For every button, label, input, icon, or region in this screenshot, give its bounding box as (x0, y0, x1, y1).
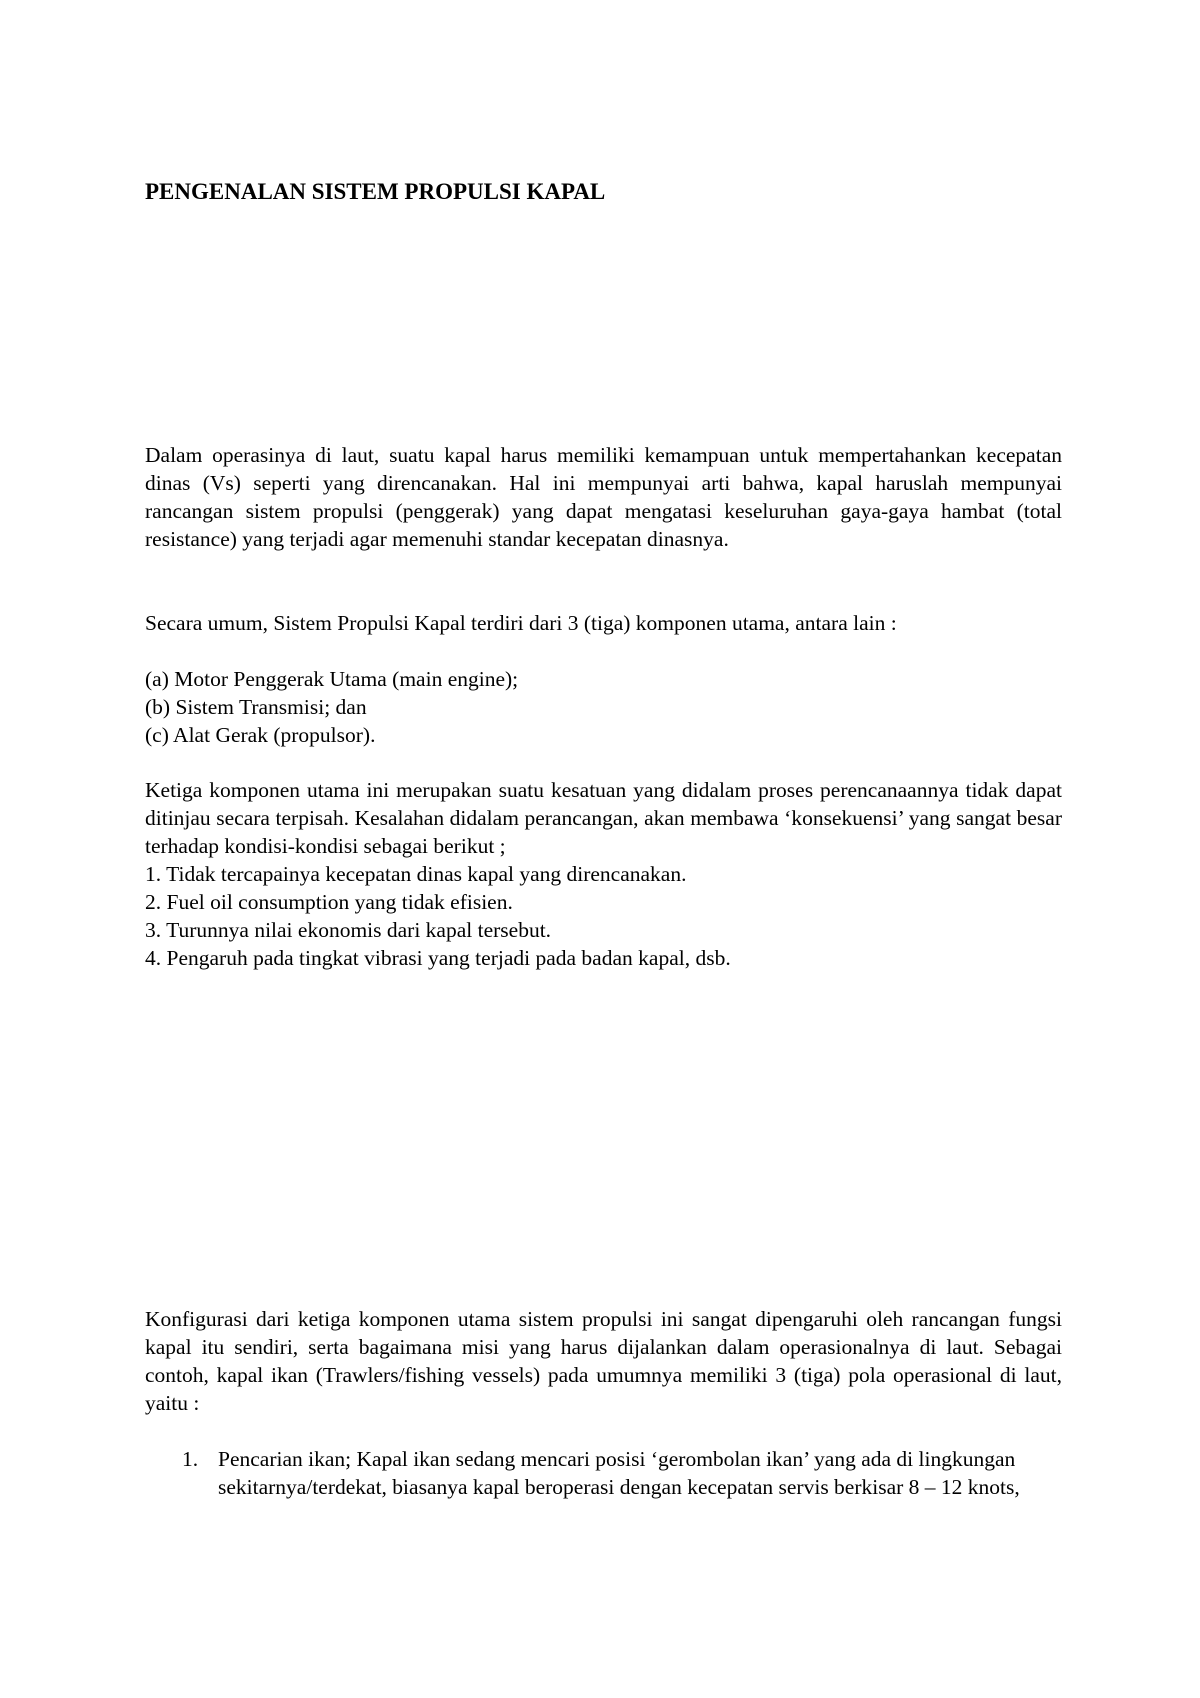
components-list (145, 665, 1062, 749)
list-item: 3. Turunnya nilai ekonomis dari kapal tersebut. (145, 918, 552, 942)
paragraph-consequences (145, 776, 1062, 972)
paragraph-text: Secara umum, Sistem Propulsi Kapal terdiri dari 3 (tiga) komponen utama, antara lain : (145, 611, 897, 635)
paragraph-text: Dalam operasinya di laut, suatu kapal harus memiliki kemampuan untuk mempertahankan kecepatan dinas (Vs) seperti yang direncanakan. Hal ini mempunyai arti bahwa, kapal haruslah mempunyai rancangan sistem propulsi (penggerak) yang dapat mengatasi keseluruhan gaya-gaya hambat (total resistance) yang terjadi agar memenuhi standar kecepatan dinasnya. (145, 443, 1062, 551)
list-item (145, 1445, 1031, 1501)
paragraph-configuration (145, 1305, 1062, 1417)
operations-list (145, 1445, 1062, 1501)
paragraph-text: Ketiga komponen utama ini merupakan suatu kesatuan yang didalam proses perencanaannya tidak dapat ditinjau secara terpisah. Kesalahan didalam perancangan, akan membawa ‘konsekuensi’ yang sangat besar terhadap kondisi-kondisi sebagai berikut ; (145, 778, 1062, 858)
paragraph-intro (145, 441, 1062, 553)
list-item: 4. Pengaruh pada tingkat vibrasi yang terjadi pada badan kapal, dsb. (145, 946, 731, 970)
list-item: (c) Alat Gerak (propulsor). (145, 723, 376, 747)
list-item-text: Pencarian ikan; Kapal ikan sedang mencari posisi ‘gerombolan ikan’ yang ada di lingkungan sekitarnya/terdekat, biasanya kapal beroperasi dengan kecepatan servis berkisar 8 – 12 knots, (218, 1447, 1020, 1499)
list-item: (a) Motor Penggerak Utama (main engine); (145, 667, 519, 691)
paragraph-components-intro (145, 609, 1062, 637)
document-title: PENGENALAN SISTEM PROPULSI KAPAL (145, 179, 606, 204)
list-item: 2. Fuel oil consumption yang tidak efisien. (145, 890, 513, 914)
paragraph-text: Konfigurasi dari ketiga komponen utama sistem propulsi ini sangat dipengaruhi oleh rancangan fungsi kapal itu sendiri, serta bagaimana misi yang harus dijalankan dalam operasionalnya di laut. Sebagai contoh, kapal ikan (Trawlers/fishing vessels) pada umumnya memiliki 3 (tiga) pola operasional di laut, yaitu : (145, 1307, 1062, 1415)
list-marker: 1. (182, 1447, 199, 1471)
list-item: 1. Tidak tercapainya kecepatan dinas kapal yang direncanakan. (145, 862, 687, 886)
list-item: (b) Sistem Transmisi; dan (145, 695, 367, 719)
